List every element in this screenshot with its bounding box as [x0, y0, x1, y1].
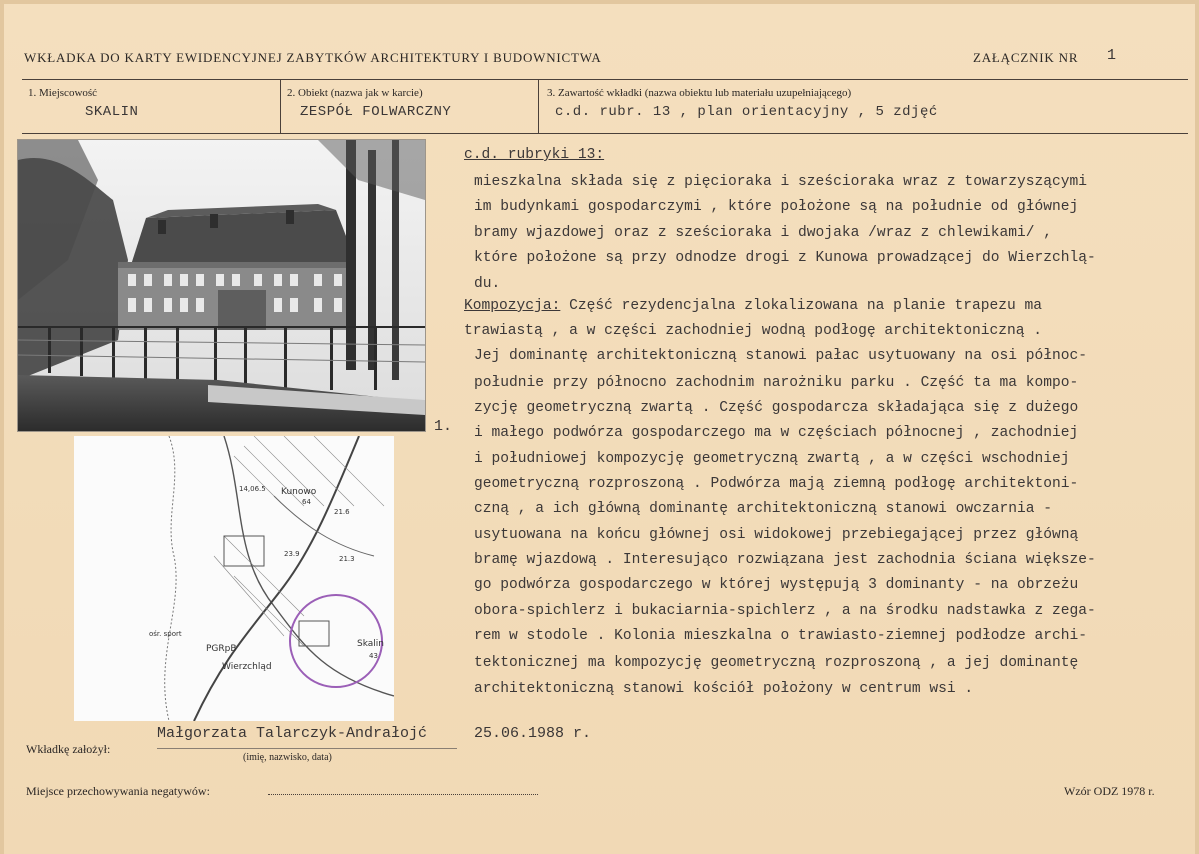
body-line-text: architektoniczną stanowi kościół położony w centrum wsi .: [474, 681, 974, 697]
map-label-elev-4: 23.9: [284, 550, 300, 558]
creation-date: 25.06.1988 r.: [474, 725, 592, 742]
map-label-sport: ośr. sport: [149, 630, 182, 638]
body-line: [474, 248, 1096, 268]
body-line-text: południe przy północno zachodnim narożniku parku . Część ta ma kompo-: [474, 375, 1079, 391]
field-2-label: 2. Obiekt (nazwa jak w karcie): [287, 87, 423, 99]
card-edge-right: [1195, 0, 1199, 854]
created-by-label: Wkładkę założył:: [26, 742, 111, 756]
body-line-text: du.: [474, 276, 501, 292]
map-label-kunowo: Kunowo: [281, 487, 317, 497]
body-line-text: bramy wjazdowej oraz z sześcioraka i dwojaka /wraz z chlewikami/ ,: [474, 225, 1053, 241]
body-line: [474, 653, 1078, 673]
author-hint: (imię, nazwisko, data): [243, 752, 332, 763]
body-line: [474, 499, 1052, 519]
body-line-text: i małego podwórza gospodarczego ma w częściach północnej , zachodniej: [474, 425, 1079, 441]
map-label-wierzchlad: Wierzchląd: [222, 662, 272, 672]
body-line-text: Część rezydencjalna zlokalizowana na planie trapezu ma: [560, 298, 1043, 314]
body-line: [464, 296, 1042, 316]
manor-photo-image: [18, 140, 425, 431]
body-line-text: bramę wjazdową . Interesująco rozwiązana jest zachodnia ściana większe-: [474, 552, 1096, 568]
body-line: [474, 626, 1087, 646]
body-line-text: usytuowana na końcu głównej osi widokowej przebiegającej przez główną: [474, 527, 1079, 543]
card-edge-left: [0, 0, 4, 854]
field-2-value: ZESPÓŁ FOLWARCZNY: [300, 104, 452, 120]
body-line-text: i południowej kompozycję geometryczną zwartą , a w części wschodniej: [474, 451, 1070, 467]
field-1-label: 1. Miejscowość: [28, 87, 98, 99]
body-line: [464, 145, 604, 165]
map-label-elev-2: 21.6: [334, 508, 350, 516]
body-line-text: tektonicznej ma kompozycję geometryczną rozproszoną , a jej dominantę: [474, 655, 1079, 671]
map-label-elev-3: 21.3: [339, 555, 355, 563]
map-label-elev-1: 14,06.5: [239, 485, 266, 493]
photo-caption: 1.: [434, 418, 453, 435]
body-line-text: zycję geometryczną zwartą . Część gospodarcza składająca się z dużego: [474, 400, 1079, 416]
body-line: [474, 525, 1078, 545]
body-line: [474, 274, 500, 294]
body-line-text: go podwórza gospodarczego w której występują 3 dominanty - na obrzeżu: [474, 577, 1079, 593]
orientation-map: [74, 436, 394, 721]
author-underline: [157, 748, 457, 749]
body-line-text: obora-spichlerz i bukaciarnia-spichlerz , a na środku nadstawka z zega-: [474, 603, 1096, 619]
body-line: [474, 575, 1078, 595]
manor-photo: [18, 140, 425, 431]
body-line-text: Jej dominantę architektoniczną stanowi pałac usytuowany na osi północ-: [474, 348, 1088, 364]
author-name: Małgorzata Talarczyk-Andrałojć: [157, 725, 428, 742]
body-line: [474, 601, 1096, 621]
body-line: [474, 449, 1070, 469]
card-edge-top: [0, 0, 1199, 4]
negatives-label: Miejsce przechowywania negatywów:: [26, 784, 210, 798]
field-3-label: 3. Zawartość wkładki (nazwa obiektu lub materiału uzupełniającego): [547, 87, 852, 99]
map-label-pgr: PGRpB: [206, 644, 237, 654]
section-heading: c.d. rubryki 13:: [464, 147, 605, 163]
header-rule: [22, 79, 1188, 80]
body-line: [474, 346, 1087, 366]
composition-heading: Kompozycja:: [464, 298, 561, 314]
field-divider-1: [280, 79, 281, 134]
fields-rule: [22, 133, 1188, 134]
field-1-value: SKALIN: [85, 104, 139, 120]
body-line: [474, 373, 1078, 393]
map-label-elev-6: 64: [302, 498, 311, 506]
form-model: Wzór ODZ 1978 r.: [1064, 784, 1155, 798]
body-line-text: geometryczną rozproszoną . Podwórza mają ziemną podłogę architektoni-: [474, 476, 1079, 492]
attachment-number: 1: [1107, 47, 1117, 64]
body-line-text: mieszkalna składa się z pięcioraka i sześcioraka wraz z towarzyszącymi: [474, 174, 1088, 190]
body-line-text: trawiastą , a w części zachodniej wodną podłogę architektoniczną .: [464, 323, 1043, 339]
field-divider-2: [538, 79, 539, 134]
orientation-map-drawing: [74, 436, 394, 721]
body-line: [474, 172, 1087, 192]
body-line: [474, 197, 1078, 217]
negatives-dotted-line: [268, 794, 538, 795]
body-line: [464, 321, 1042, 341]
body-line-text: czną , a ich główną dominantę architektoniczną stanowi owczarnia -: [474, 501, 1053, 517]
attachment-label: ZAŁĄCZNIK NR: [973, 50, 1079, 65]
body-line: [474, 398, 1078, 418]
map-label-elev-5: 43: [369, 652, 378, 660]
field-3-value: c.d. rubr. 13 , plan orientacyjny , 5 zdjęć: [555, 104, 938, 120]
body-line-text: im budynkami gospodarczymi , które położone są na południe od głównej: [474, 199, 1079, 215]
body-line: [474, 223, 1052, 243]
body-line: [474, 679, 973, 699]
body-line-text: które położone są przy odnodze drogi z Kunowa prowadzącej do Wierzchlą-: [474, 250, 1096, 266]
body-line-text: rem w stodole . Kolonia mieszkalna o trawiasto-ziemnej podłodze archi-: [474, 628, 1088, 644]
body-line: [474, 423, 1078, 443]
body-line: [474, 550, 1096, 570]
body-line: [474, 474, 1078, 494]
map-label-skalin: Skalin: [357, 639, 384, 649]
form-title: WKŁADKA DO KARTY EWIDENCYJNEJ ZABYTKÓW ARCHITEKTURY I BUDOWNICTWA: [24, 50, 602, 65]
